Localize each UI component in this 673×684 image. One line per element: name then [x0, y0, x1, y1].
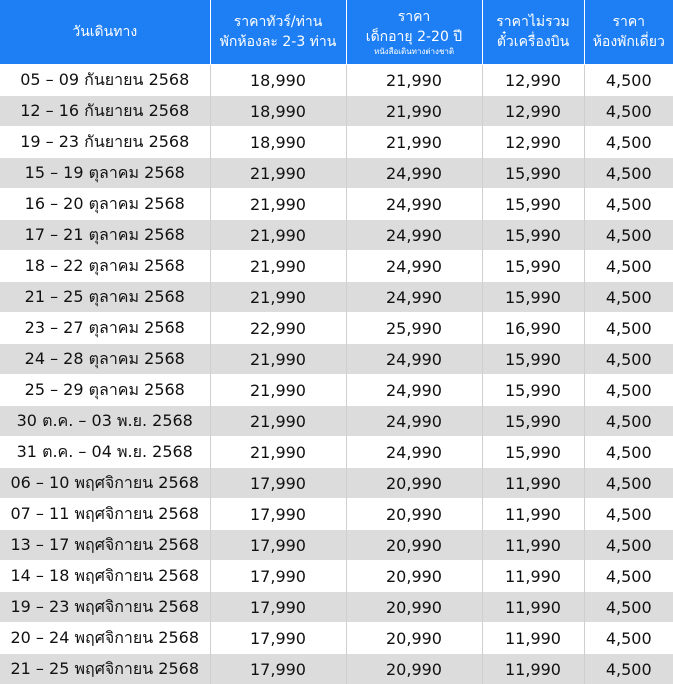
no-flight-price-cell: 12,990	[482, 96, 584, 127]
no-flight-price-cell: 15,990	[482, 158, 584, 189]
travel-date-cell: 24 – 28 ตุลาคม 2568	[0, 344, 210, 375]
no-flight-price-cell: 15,990	[482, 375, 584, 406]
adult-price-cell: 17,990	[210, 592, 346, 623]
table-row	[0, 561, 673, 592]
single-room-price-cell: 4,500	[584, 282, 673, 313]
header-single-room-price-line1: ราคา	[612, 14, 646, 30]
child-price-cell: 24,990	[346, 282, 482, 313]
travel-date-cell: 21 – 25 พฤศจิกายน 2568	[0, 654, 210, 684]
header-child-price-line2: เด็กอายุ 2-20 ปี	[365, 29, 463, 45]
single-room-price-cell: 4,500	[584, 220, 673, 251]
adult-price-cell: 21,990	[210, 189, 346, 220]
adult-price-cell: 21,990	[210, 251, 346, 282]
no-flight-price-cell: 12,990	[482, 65, 584, 96]
adult-price-cell: 21,990	[210, 158, 346, 189]
header-single-room-price	[584, 0, 673, 65]
child-price-cell: 20,990	[346, 623, 482, 654]
adult-price-cell: 17,990	[210, 530, 346, 561]
single-room-price-cell: 4,500	[584, 437, 673, 468]
single-room-price-cell: 4,500	[584, 344, 673, 375]
travel-date-cell: 20 – 24 พฤศจิกายน 2568	[0, 623, 210, 654]
adult-price-cell: 17,990	[210, 499, 346, 530]
child-price-cell: 20,990	[346, 468, 482, 499]
header-child-price-line1: ราคา	[397, 9, 431, 25]
adult-price-cell: 18,990	[210, 127, 346, 158]
single-room-price-cell: 4,500	[584, 654, 673, 684]
table-row	[0, 189, 673, 220]
child-price-cell: 24,990	[346, 406, 482, 437]
single-room-price-cell: 4,500	[584, 127, 673, 158]
single-room-price-cell: 4,500	[584, 561, 673, 592]
adult-price-cell: 21,990	[210, 375, 346, 406]
travel-date-cell: 13 – 17 พฤศจิกายน 2568	[0, 530, 210, 561]
child-price-cell: 20,990	[346, 530, 482, 561]
single-room-price-cell: 4,500	[584, 499, 673, 530]
table-row	[0, 344, 673, 375]
table-row	[0, 65, 673, 96]
no-flight-price-cell: 11,990	[482, 530, 584, 561]
no-flight-price-cell: 15,990	[482, 344, 584, 375]
no-flight-price-cell: 11,990	[482, 592, 584, 623]
table-row	[0, 96, 673, 127]
no-flight-price-cell: 11,990	[482, 623, 584, 654]
header-travel-date	[0, 0, 210, 65]
header-no-flight-price-line2: ตั๋วเครื่องบิน	[496, 34, 570, 50]
adult-price-cell: 21,990	[210, 437, 346, 468]
child-price-cell: 24,990	[346, 375, 482, 406]
child-price-cell: 24,990	[346, 189, 482, 220]
single-room-price-cell: 4,500	[584, 375, 673, 406]
child-price-cell: 20,990	[346, 592, 482, 623]
child-price-cell: 24,990	[346, 437, 482, 468]
no-flight-price-cell: 12,990	[482, 127, 584, 158]
adult-price-cell: 22,990	[210, 313, 346, 344]
adult-price-cell: 17,990	[210, 654, 346, 684]
travel-date-cell: 21 – 25 ตุลาคม 2568	[0, 282, 210, 313]
header-child-price-note: หนังสือเดินทางต่างชาติ	[373, 47, 455, 56]
travel-date-cell: 18 – 22 ตุลาคม 2568	[0, 251, 210, 282]
table-row	[0, 406, 673, 437]
child-price-cell: 24,990	[346, 344, 482, 375]
single-room-price-cell: 4,500	[584, 468, 673, 499]
child-price-cell: 20,990	[346, 654, 482, 684]
header-child-price	[346, 0, 482, 65]
child-price-cell: 24,990	[346, 220, 482, 251]
table-row	[0, 251, 673, 282]
header-adult-price	[210, 0, 346, 65]
table-row	[0, 623, 673, 654]
adult-price-cell: 21,990	[210, 220, 346, 251]
child-price-cell: 21,990	[346, 65, 482, 96]
single-room-price-cell: 4,500	[584, 96, 673, 127]
child-price-cell: 21,990	[346, 96, 482, 127]
single-room-price-cell: 4,500	[584, 592, 673, 623]
travel-date-cell: 16 – 20 ตุลาคม 2568	[0, 189, 210, 220]
travel-date-cell: 23 – 27 ตุลาคม 2568	[0, 313, 210, 344]
single-room-price-cell: 4,500	[584, 158, 673, 189]
table-row	[0, 127, 673, 158]
header-no-flight-price-line1: ราคาไม่รวม	[496, 14, 570, 30]
table-row	[0, 313, 673, 344]
adult-price-cell: 21,990	[210, 344, 346, 375]
no-flight-price-cell: 15,990	[482, 282, 584, 313]
table-body	[0, 65, 673, 684]
header-adult-price-line1: ราคาทัวร์/ท่าน	[233, 14, 323, 30]
child-price-cell: 20,990	[346, 561, 482, 592]
no-flight-price-cell: 15,990	[482, 437, 584, 468]
single-room-price-cell: 4,500	[584, 313, 673, 344]
table-row	[0, 499, 673, 530]
travel-date-cell: 30 ต.ค. – 03 พ.ย. 2568	[0, 406, 210, 437]
travel-date-cell: 25 – 29 ตุลาคม 2568	[0, 375, 210, 406]
adult-price-cell: 17,990	[210, 561, 346, 592]
travel-date-cell: 05 – 09 กันยายน 2568	[0, 65, 210, 96]
single-room-price-cell: 4,500	[584, 406, 673, 437]
travel-date-cell: 06 – 10 พฤศจิกายน 2568	[0, 468, 210, 499]
no-flight-price-cell: 15,990	[482, 406, 584, 437]
table-row	[0, 158, 673, 189]
travel-date-cell: 19 – 23 กันยายน 2568	[0, 127, 210, 158]
no-flight-price-cell: 15,990	[482, 251, 584, 282]
adult-price-cell: 21,990	[210, 406, 346, 437]
travel-date-cell: 14 – 18 พฤศจิกายน 2568	[0, 561, 210, 592]
child-price-cell: 25,990	[346, 313, 482, 344]
travel-date-cell: 31 ต.ค. – 04 พ.ย. 2568	[0, 437, 210, 468]
no-flight-price-cell: 16,990	[482, 313, 584, 344]
child-price-cell: 20,990	[346, 499, 482, 530]
table-row	[0, 220, 673, 251]
single-room-price-cell: 4,500	[584, 65, 673, 96]
no-flight-price-cell: 11,990	[482, 561, 584, 592]
adult-price-cell: 21,990	[210, 282, 346, 313]
adult-price-cell: 17,990	[210, 468, 346, 499]
no-flight-price-cell: 11,990	[482, 499, 584, 530]
single-room-price-cell: 4,500	[584, 623, 673, 654]
single-room-price-cell: 4,500	[584, 251, 673, 282]
table-row	[0, 437, 673, 468]
table-row	[0, 375, 673, 406]
adult-price-cell: 17,990	[210, 623, 346, 654]
table-row	[0, 282, 673, 313]
child-price-cell: 24,990	[346, 158, 482, 189]
no-flight-price-cell: 15,990	[482, 189, 584, 220]
travel-date-cell: 15 – 19 ตุลาคม 2568	[0, 158, 210, 189]
no-flight-price-cell: 11,990	[482, 468, 584, 499]
header-single-room-price-line2: ห้องพักเดี่ยว	[592, 34, 665, 50]
table-row	[0, 468, 673, 499]
adult-price-cell: 18,990	[210, 65, 346, 96]
table-header-row	[0, 0, 673, 65]
travel-date-cell: 19 – 23 พฤศจิกายน 2568	[0, 592, 210, 623]
adult-price-cell: 18,990	[210, 96, 346, 127]
no-flight-price-cell: 15,990	[482, 220, 584, 251]
single-room-price-cell: 4,500	[584, 530, 673, 561]
child-price-cell: 21,990	[346, 127, 482, 158]
no-flight-price-cell: 11,990	[482, 654, 584, 684]
header-adult-price-line2: พักห้องละ 2-3 ท่าน	[219, 34, 337, 50]
travel-date-cell: 17 – 21 ตุลาคม 2568	[0, 220, 210, 251]
travel-date-cell: 12 – 16 กันยายน 2568	[0, 96, 210, 127]
single-room-price-cell: 4,500	[584, 189, 673, 220]
table-row	[0, 530, 673, 561]
header-no-flight-price	[482, 0, 584, 65]
header-travel-date-label: วันเดินทาง	[72, 24, 138, 40]
travel-date-cell: 07 – 11 พฤศจิกายน 2568	[0, 499, 210, 530]
table-row	[0, 654, 673, 684]
child-price-cell: 24,990	[346, 251, 482, 282]
table-row	[0, 592, 673, 623]
